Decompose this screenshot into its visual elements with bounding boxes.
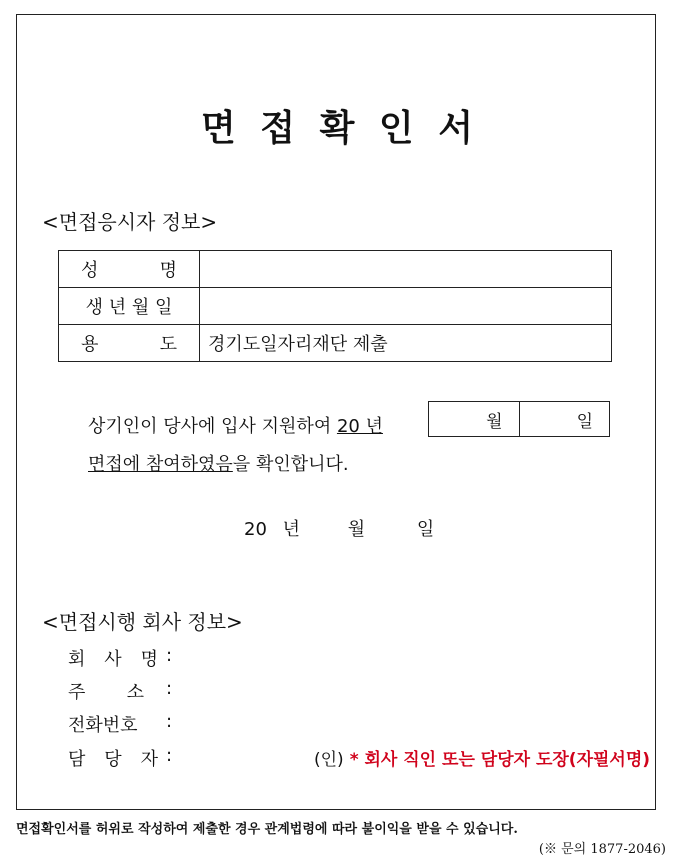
birth-label: 생 년 월 일 [59,288,200,325]
applicant-info-table [58,250,612,362]
seal-note: * 회사 직인 또는 담당자 도장(자필서명) [349,750,651,770]
company-name-row: 회 사 명 : [68,645,173,670]
name-field[interactable] [200,251,612,288]
address-row: 주 소 : [68,678,173,703]
document-title: 면 접 확 인 서 [200,108,479,149]
purpose-field: 경기도일자리재단 제출 [200,325,612,362]
contact-person-row: 담 당 자 : [68,745,173,770]
interview-date-box [428,401,610,437]
day-cell[interactable]: 일 [519,402,610,436]
confirmation-line-2: 면접에 참여하였음을 확인합니다. [88,454,349,475]
seal-mark: (인) [314,750,344,770]
company-section-heading: <면접시행 회사 정보> [42,610,243,634]
birth-field[interactable] [200,288,612,325]
phone-row: 전화번호 : [68,711,173,736]
confirmation-line-1: 상기인이 당사에 입사 지원하여 20 년 [88,416,383,437]
applicant-section-heading: <면접응시자 정보> [42,210,218,234]
table-row [59,288,612,325]
inquiry-note: (※ 문의 1877-2046) [538,842,666,857]
table-row [59,325,612,362]
purpose-label: 용 도 [59,325,200,362]
table-row [59,251,612,288]
name-label: 성 명 [59,251,200,288]
issue-date: 20 년 월 일 [244,519,435,540]
footer-warning: 면접확인서를 허위로 작성하여 제출한 경우 관계법령에 따라 불이익을 받을 수 있습니다. [16,822,518,837]
month-cell[interactable]: 월 [486,411,503,432]
signature-line [314,745,650,770]
year-blank: 20 년 [336,416,383,437]
